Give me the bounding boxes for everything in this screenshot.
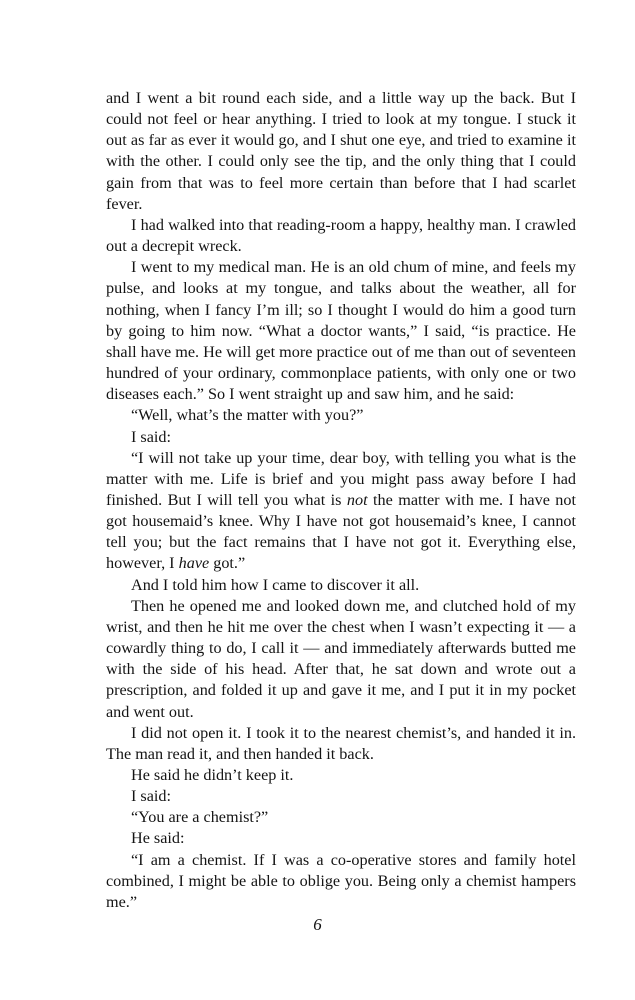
- paragraph: I had walked into that reading-room a happy, healthy man. I crawled out a decrepit wreck.: [106, 215, 576, 256]
- paragraph: “I will not take up your time, dear boy, with telling you what is the matter with me. Life is brief and you might pass away before I had finished. But I will tell you what is not the matter with me. I have not got housemaid’s knee. Why I have not got housemaid’s knee, I cannot tell you; but the fact remains that I have not got it. Everything else, however, I have got.”: [106, 448, 576, 573]
- paragraph: I did not open it. I took it to the nearest chemist’s, and handed it in. The man read it, and then handed it back.: [106, 723, 576, 763]
- paragraph: And I told him how I came to discover it all.: [131, 575, 420, 594]
- emphasis: have: [178, 554, 210, 573]
- paragraph: He said:: [131, 829, 185, 848]
- paragraph: “I am a chemist. If I was a co-operative stores and family hotel combined, I might be able to oblige you. Being only a chemist hampers me.”: [106, 850, 576, 911]
- paragraph: “Well, what’s the matter with you?”: [131, 406, 364, 425]
- paragraph: “You are a chemist?”: [131, 808, 269, 827]
- paragraph: I said:: [131, 427, 172, 446]
- page-number: 6: [313, 915, 322, 934]
- emphasis: not: [346, 490, 368, 509]
- paragraph: and I went a bit round each side, and a little way up the back. But I could not feel or hear anything. I tried to look at my tongue. I stuck it out as far as ever it would go, and I shut one eye, and tried to examine it with the other. I could only see the tip, and the only thing that I could gain from that was to feel more certain than before that I had scarlet fever.: [106, 89, 576, 213]
- paragraph: I went to my medical man. He is an old chum of mine, and feels my pulse, and looks at my tongue, and talks about the weather, all for nothing, when I fancy I’m ill; so I thought I would do him a good turn by going to him now. “What a doctor wants,” I said, “is practice. He shall have me. He will get more practice out of me than out of seventeen hundred of your ordinary, commonplace patients, with only one or two diseases each.” So I went straight up and saw him, and he said:: [106, 258, 576, 404]
- paragraph: I said:: [131, 787, 172, 806]
- page-text: [106, 88, 576, 913]
- paragraph: Then he opened me and looked down me, and clutched hold of my wrist, and then he hit me over the chest when I wasn’t expecting it — a cowardly thing to do, I call it — and immediately afterwards butted me with the side of his head. After that, he sat down and wrote out a prescription, and folded it up and gave it me, and I put it in my pocket and went out.: [106, 596, 576, 721]
- paragraph: He said he didn’t keep it.: [131, 766, 294, 784]
